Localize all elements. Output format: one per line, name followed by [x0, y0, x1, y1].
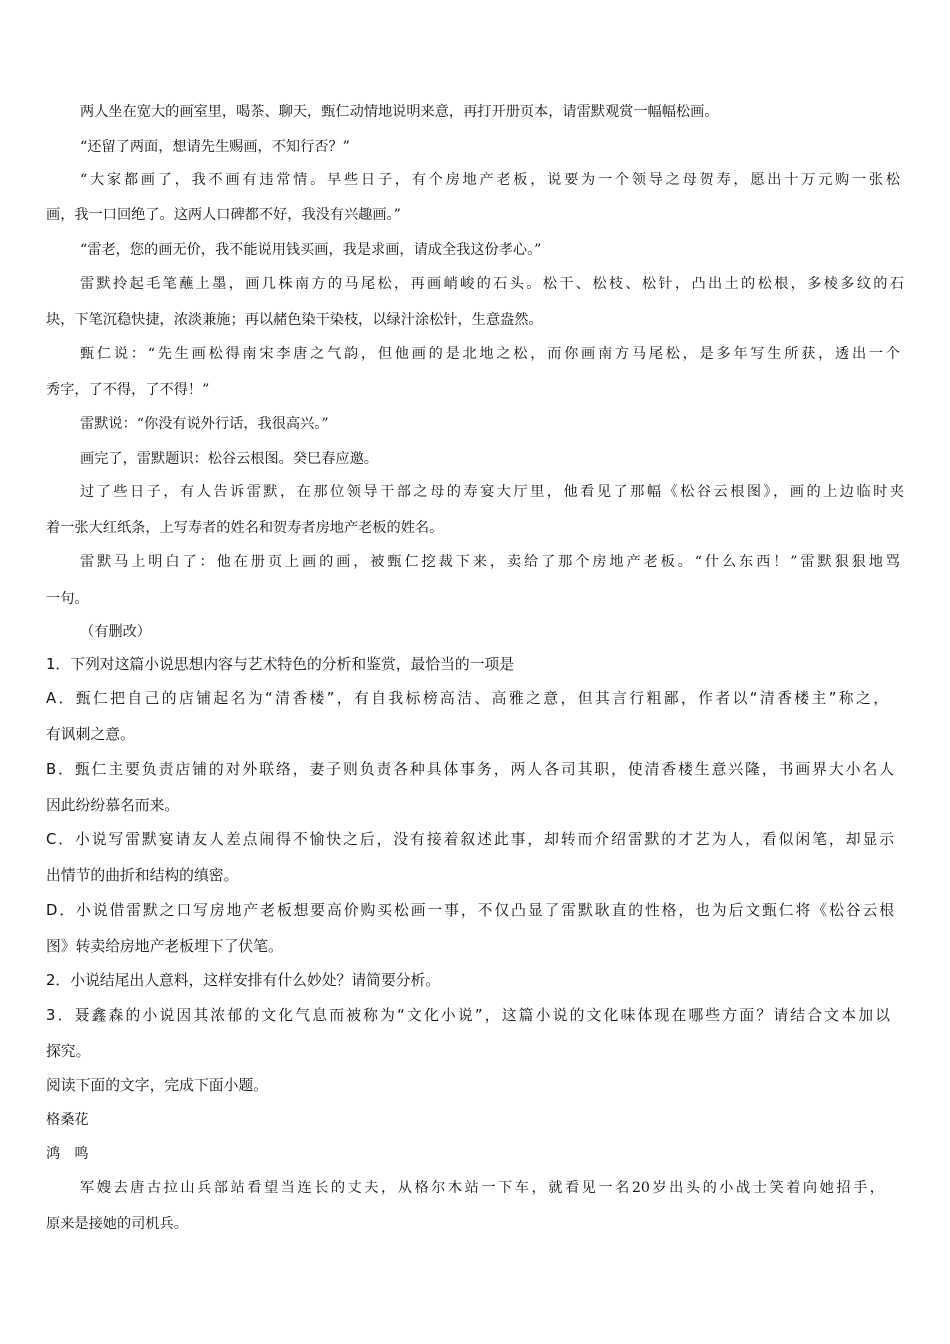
option-a-line-1: A．甄仁把自己的店铺起名为“清香楼”，有自我标榜高洁、高雅之意，但其言行粗鄙，作者以“清香楼主”称之，: [46, 690, 888, 707]
option-c-line-2: 出情节的曲折和结构的缜密。: [46, 867, 239, 884]
story-paragraph-10-line-1: 雷默马上明白了：他在册页上画的画，被甄仁挖裁下来，卖给了那个房地产老板。“什么东西！”雷默狠狠地骂: [80, 554, 900, 570]
story-paragraph-3-line-2: 画，我一口回绝了。这两人口碑都不好，我没有兴趣画。”: [46, 207, 401, 223]
option-d-line-1: D．小说借雷默之口写房地产老板想要高价购买松画一事，不仅凸显了雷默耿直的性格，也为后文甄仁将《松谷云根: [46, 902, 894, 919]
story-paragraph-9-line-1: 过了些日子，有人告诉雷默，在那位领导干部之母的寿宴大厅里，他看见了那幅《松谷云根图》，画的上边临时夹: [80, 484, 904, 500]
story-paragraph-4: “雷老，您的画无价，我不能说用钱买画，我是求画，请成全我这份孝心。”: [80, 242, 542, 258]
question-2: 2．小说结尾出人意料，这样安排有什么妙处？请简要分析。: [46, 972, 441, 989]
story-paragraph-2: “还留了两面，想请先生赐画，不知行否？”: [80, 139, 350, 155]
story-paragraph-6-line-2: 秀字，了不得，了不得！”: [46, 382, 210, 398]
question-3-line-1: 3．聂鑫森的小说因其浓郁的文化气息而被称为“文化小说”，这篇小说的文化味体现在哪些方面？请结合文本加以: [46, 1007, 890, 1024]
story-paragraph-7: 雷默说：“你没有说外行话，我很高兴。”: [80, 416, 329, 432]
story-paragraph-9-line-2: 着一张大红纸条，上写寿者的姓名和贺寿者房地产老板的姓名。: [46, 520, 444, 536]
story-paragraph-5-line-2: 块，下笔沉稳快捷，浓淡兼施；再以赭色染干染枝，以绿汁涂松针，生意盎然。: [46, 312, 543, 328]
option-c-line-1: C．小说写雷默宴请友人差点闹得不愉快之后，没有接着叙述此事，却转而介绍雷默的才艺为人，看似闲笔，却显示: [46, 831, 894, 848]
passage-line-1: 军嫂去唐古拉山兵部站看望当连长的丈夫，从格尔木站一下车，就看见一名20岁出头的小战士笑着向她招手，: [80, 1180, 884, 1196]
abridged-note: （有删改）: [80, 624, 151, 640]
option-d-line-2: 图》转卖给房地产老板埋下了伏笔。: [46, 938, 283, 955]
passage-title: 格桑花: [46, 1112, 89, 1128]
story-paragraph-1: 两人坐在宽大的画室里，喝茶、聊天，甄仁动情地说明来意，再打开册页本，请雷默观赏一幅幅松画。: [80, 104, 719, 120]
option-b-line-2: 因此纷纷慕名而来。: [46, 797, 180, 814]
story-paragraph-5-line-1: 雷默拎起毛笔蘸上墨，画几株南方的马尾松，再画峭峻的石头。松干、松枝、松针，凸出土的松根，多棱多纹的石: [80, 276, 904, 292]
story-paragraph-6-line-1: 甄仁说：“先生画松得南宋李唐之气韵，但他画的是北地之松，而你画南方马尾松，是多年写生所获，透出一个: [80, 346, 900, 362]
option-a-line-2: 有讽刺之意。: [46, 726, 135, 743]
option-b-line-1: B．甄仁主要负责店铺的对外联络，妻子则负责各种具体事务，两人各司其职，使清香楼生意兴隆，书画界大小名人: [46, 761, 894, 778]
reading-instruction: 阅读下面的文字，完成下面小题。: [46, 1077, 268, 1094]
story-paragraph-3-line-1: “大家都画了，我不画有违常情。早些日子，有个房地产老板，说要为一个领导之母贺寿，愿出十万元购一张松: [80, 172, 900, 188]
passage-author: 鸿 鸣: [46, 1146, 89, 1162]
story-paragraph-8: 画完了，雷默题识：松谷云根图。癸巳春应邀。: [80, 451, 378, 467]
story-paragraph-10-line-2: 一句。: [46, 591, 89, 607]
question-3-line-2: 探究。: [46, 1043, 91, 1060]
question-1: 1．下列对这篇小说思想内容与艺术特色的分析和鉴赏，最恰当的一项是: [46, 656, 515, 673]
passage-line-2: 原来是接她的司机兵。: [46, 1216, 188, 1232]
